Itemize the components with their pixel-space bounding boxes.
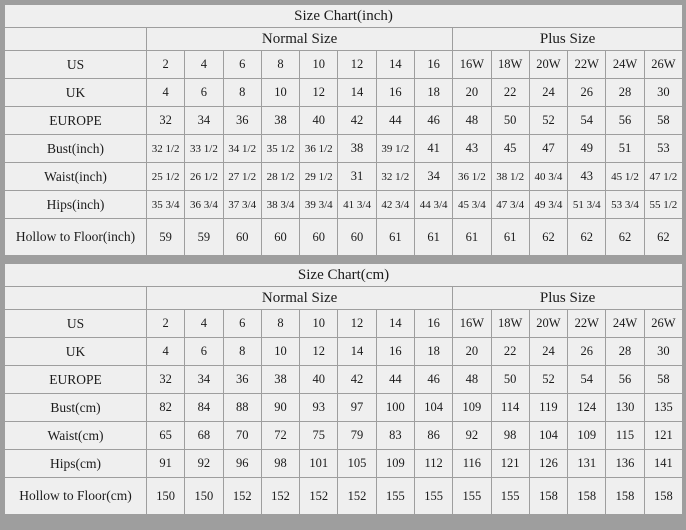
table-cell: 42 — [338, 107, 376, 135]
table-cell: 36 1/2 — [453, 163, 491, 191]
table-cell: 62 — [568, 219, 606, 256]
table-row — [5, 191, 683, 219]
table-cell: 136 — [606, 450, 644, 478]
table-cell: 152 — [338, 478, 376, 515]
table-cell: 4 — [147, 79, 185, 107]
table-cell: 32 — [147, 366, 185, 394]
table-cell: 152 — [223, 478, 261, 515]
row-label: Waist(inch) — [5, 163, 147, 191]
table-cell: 32 1/2 — [376, 163, 414, 191]
row-label: US — [5, 310, 147, 338]
size-chart-table — [4, 263, 683, 515]
table-cell: 47 1/2 — [644, 163, 682, 191]
table-cell: 114 — [491, 394, 529, 422]
table-cell: 22 — [491, 338, 529, 366]
table-cell: 25 1/2 — [147, 163, 185, 191]
table-cell: 16W — [453, 310, 491, 338]
table-row — [5, 219, 683, 256]
table-cell: 35 1/2 — [261, 135, 299, 163]
table-cell: 121 — [491, 450, 529, 478]
table-cell: 16 — [376, 338, 414, 366]
table-cell: 14 — [338, 79, 376, 107]
table-cell: 150 — [185, 478, 223, 515]
table-cell: 155 — [453, 478, 491, 515]
row-label: US — [5, 51, 147, 79]
table-cell: 45 — [491, 135, 529, 163]
table-cell: 31 — [338, 163, 376, 191]
table-cell: 79 — [338, 422, 376, 450]
table-cell: 32 — [147, 107, 185, 135]
table-row — [5, 310, 683, 338]
table-cell: 36 — [223, 107, 261, 135]
table-cell: 12 — [338, 310, 376, 338]
table-cell: 56 — [606, 107, 644, 135]
row-label: Hollow to Floor(cm) — [5, 478, 147, 515]
table-cell: 2 — [147, 51, 185, 79]
table-cell: 20W — [529, 51, 567, 79]
table-cell: 121 — [644, 422, 682, 450]
table-cell: 130 — [606, 394, 644, 422]
table-cell: 34 1/2 — [223, 135, 261, 163]
table-cell: 26 1/2 — [185, 163, 223, 191]
table-cell: 44 — [376, 366, 414, 394]
table-row — [5, 163, 683, 191]
row-label: UK — [5, 338, 147, 366]
table-cell: 96 — [223, 450, 261, 478]
table-cell: 150 — [147, 478, 185, 515]
table-cell: 18 — [414, 338, 452, 366]
table-cell: 155 — [376, 478, 414, 515]
table-cell: 12 — [338, 51, 376, 79]
table-cell: 35 3/4 — [147, 191, 185, 219]
table-cell: 48 — [453, 366, 491, 394]
size-chart-inch-container — [4, 4, 682, 256]
table-row — [5, 478, 683, 515]
table-cell: 49 — [568, 135, 606, 163]
table-cell: 60 — [261, 219, 299, 256]
table-cell: 40 — [300, 107, 338, 135]
table-cell: 8 — [261, 310, 299, 338]
table-cell: 41 — [414, 135, 452, 163]
table-row — [5, 135, 683, 163]
row-label: Hips(cm) — [5, 450, 147, 478]
table-cell: 26 — [568, 338, 606, 366]
table-row — [5, 338, 683, 366]
table-cell: 30 — [644, 79, 682, 107]
table-cell: 42 — [338, 366, 376, 394]
table-cell: 34 — [414, 163, 452, 191]
table-cell: 44 3/4 — [414, 191, 452, 219]
table-cell: 4 — [185, 310, 223, 338]
table-cell: 33 1/2 — [185, 135, 223, 163]
table-cell: 4 — [185, 51, 223, 79]
table-row — [5, 366, 683, 394]
table-cell: 45 1/2 — [606, 163, 644, 191]
table-row — [5, 51, 683, 79]
table-cell: 68 — [185, 422, 223, 450]
table-cell: 44 — [376, 107, 414, 135]
table-cell: 61 — [453, 219, 491, 256]
table-cell: 40 3/4 — [529, 163, 567, 191]
table-cell: 104 — [529, 422, 567, 450]
table-cell: 36 — [223, 366, 261, 394]
table-cell: 28 — [606, 338, 644, 366]
table-cell: 29 1/2 — [300, 163, 338, 191]
table-cell: 47 3/4 — [491, 191, 529, 219]
table-cell: 28 1/2 — [261, 163, 299, 191]
row-label: Bust(inch) — [5, 135, 147, 163]
table-cell: 97 — [338, 394, 376, 422]
table-cell: 119 — [529, 394, 567, 422]
table-cell: 155 — [414, 478, 452, 515]
table-cell: 49 3/4 — [529, 191, 567, 219]
table-cell: 101 — [300, 450, 338, 478]
table-cell: 56 — [606, 366, 644, 394]
table-cell: 46 — [414, 107, 452, 135]
table-cell: 12 — [300, 79, 338, 107]
table-cell: 65 — [147, 422, 185, 450]
table-cell: 61 — [491, 219, 529, 256]
table-cell: 26W — [644, 51, 682, 79]
table-cell: 10 — [300, 51, 338, 79]
table-cell: 34 — [185, 366, 223, 394]
table-cell: 20 — [453, 338, 491, 366]
table-cell: 27 1/2 — [223, 163, 261, 191]
row-label: Hollow to Floor(inch) — [5, 219, 147, 256]
table-cell: 8 — [261, 51, 299, 79]
table-cell: 109 — [376, 450, 414, 478]
table-cell: 26 — [568, 79, 606, 107]
table-cell: 28 — [606, 79, 644, 107]
table-cell: 72 — [261, 422, 299, 450]
table-row — [5, 422, 683, 450]
table-cell: 84 — [185, 394, 223, 422]
table-cell: 158 — [529, 478, 567, 515]
table-cell: 39 3/4 — [300, 191, 338, 219]
table-cell: 55 1/2 — [644, 191, 682, 219]
table-cell: 8 — [223, 338, 261, 366]
table-cell: 158 — [644, 478, 682, 515]
table-cell: 116 — [453, 450, 491, 478]
table-cell: 42 3/4 — [376, 191, 414, 219]
table-cell: 36 1/2 — [300, 135, 338, 163]
table-cell: 91 — [147, 450, 185, 478]
table-cell: 158 — [606, 478, 644, 515]
table-cell: 40 — [300, 366, 338, 394]
chart-title: Size Chart(inch) — [5, 5, 683, 28]
table-cell: 22 — [491, 79, 529, 107]
table-cell: 104 — [414, 394, 452, 422]
table-cell: 141 — [644, 450, 682, 478]
table-cell: 98 — [261, 450, 299, 478]
size-chart-table — [4, 4, 683, 256]
table-cell: 112 — [414, 450, 452, 478]
table-cell: 20W — [529, 310, 567, 338]
row-label: Waist(cm) — [5, 422, 147, 450]
table-cell: 34 — [185, 107, 223, 135]
table-cell: 36 3/4 — [185, 191, 223, 219]
table-cell: 41 3/4 — [338, 191, 376, 219]
table-cell: 60 — [338, 219, 376, 256]
table-cell: 82 — [147, 394, 185, 422]
table-cell: 10 — [300, 310, 338, 338]
table-cell: 158 — [568, 478, 606, 515]
table-cell: 14 — [376, 310, 414, 338]
table-cell: 152 — [261, 478, 299, 515]
table-cell: 98 — [491, 422, 529, 450]
table-cell: 8 — [223, 79, 261, 107]
table-cell: 48 — [453, 107, 491, 135]
table-cell: 92 — [185, 450, 223, 478]
table-cell: 14 — [338, 338, 376, 366]
table-cell: 62 — [606, 219, 644, 256]
table-cell: 86 — [414, 422, 452, 450]
table-cell: 51 3/4 — [568, 191, 606, 219]
table-cell: 45 3/4 — [453, 191, 491, 219]
chart-title: Size Chart(cm) — [5, 264, 683, 287]
table-cell: 135 — [644, 394, 682, 422]
group-header-plus: Plus Size — [453, 28, 683, 51]
table-row — [5, 450, 683, 478]
table-cell: 16 — [414, 310, 452, 338]
table-cell: 10 — [261, 79, 299, 107]
table-cell: 32 1/2 — [147, 135, 185, 163]
table-cell: 10 — [261, 338, 299, 366]
table-cell: 92 — [453, 422, 491, 450]
table-cell: 24 — [529, 79, 567, 107]
table-cell: 52 — [529, 366, 567, 394]
table-cell: 2 — [147, 310, 185, 338]
table-cell: 39 1/2 — [376, 135, 414, 163]
table-cell: 53 3/4 — [606, 191, 644, 219]
table-cell: 16 — [414, 51, 452, 79]
group-header-normal: Normal Size — [147, 28, 453, 51]
table-cell: 18W — [491, 310, 529, 338]
table-cell: 90 — [261, 394, 299, 422]
corner-cell — [5, 28, 147, 51]
table-cell: 75 — [300, 422, 338, 450]
table-cell: 38 — [261, 107, 299, 135]
table-cell: 58 — [644, 366, 682, 394]
table-cell: 37 3/4 — [223, 191, 261, 219]
table-cell: 61 — [414, 219, 452, 256]
table-cell: 155 — [491, 478, 529, 515]
table-cell: 43 — [568, 163, 606, 191]
table-cell: 16W — [453, 51, 491, 79]
table-cell: 115 — [606, 422, 644, 450]
table-cell: 59 — [185, 219, 223, 256]
table-cell: 58 — [644, 107, 682, 135]
row-label: Bust(cm) — [5, 394, 147, 422]
corner-cell — [5, 287, 147, 310]
table-cell: 14 — [376, 51, 414, 79]
table-cell: 59 — [147, 219, 185, 256]
table-cell: 43 — [453, 135, 491, 163]
table-cell: 51 — [606, 135, 644, 163]
table-cell: 26W — [644, 310, 682, 338]
table-cell: 22W — [568, 310, 606, 338]
table-cell: 50 — [491, 366, 529, 394]
table-cell: 6 — [223, 310, 261, 338]
table-cell: 12 — [300, 338, 338, 366]
table-cell: 4 — [147, 338, 185, 366]
table-cell: 61 — [376, 219, 414, 256]
table-cell: 83 — [376, 422, 414, 450]
table-cell: 22W — [568, 51, 606, 79]
table-cell: 60 — [300, 219, 338, 256]
table-cell: 38 — [261, 366, 299, 394]
table-cell: 6 — [185, 79, 223, 107]
table-cell: 30 — [644, 338, 682, 366]
table-row — [5, 394, 683, 422]
table-cell: 18 — [414, 79, 452, 107]
table-cell: 54 — [568, 366, 606, 394]
table-cell: 62 — [644, 219, 682, 256]
table-cell: 93 — [300, 394, 338, 422]
table-cell: 152 — [300, 478, 338, 515]
table-cell: 24W — [606, 51, 644, 79]
table-cell: 70 — [223, 422, 261, 450]
table-row — [5, 107, 683, 135]
table-cell: 54 — [568, 107, 606, 135]
table-cell: 38 — [338, 135, 376, 163]
size-chart-cm-container — [4, 263, 682, 515]
table-cell: 18W — [491, 51, 529, 79]
row-label: UK — [5, 79, 147, 107]
row-label: EUROPE — [5, 366, 147, 394]
table-cell: 88 — [223, 394, 261, 422]
table-cell: 20 — [453, 79, 491, 107]
table-row — [5, 79, 683, 107]
table-cell: 60 — [223, 219, 261, 256]
table-cell: 124 — [568, 394, 606, 422]
group-header-normal: Normal Size — [147, 287, 453, 310]
table-cell: 38 3/4 — [261, 191, 299, 219]
table-cell: 109 — [453, 394, 491, 422]
table-cell: 6 — [185, 338, 223, 366]
table-cell: 131 — [568, 450, 606, 478]
table-cell: 50 — [491, 107, 529, 135]
table-cell: 52 — [529, 107, 567, 135]
table-cell: 24 — [529, 338, 567, 366]
row-label: EUROPE — [5, 107, 147, 135]
group-header-plus: Plus Size — [453, 287, 683, 310]
table-cell: 100 — [376, 394, 414, 422]
table-cell: 46 — [414, 366, 452, 394]
table-cell: 53 — [644, 135, 682, 163]
table-cell: 109 — [568, 422, 606, 450]
table-cell: 126 — [529, 450, 567, 478]
table-cell: 47 — [529, 135, 567, 163]
table-cell: 16 — [376, 79, 414, 107]
table-cell: 105 — [338, 450, 376, 478]
table-cell: 6 — [223, 51, 261, 79]
table-cell: 62 — [529, 219, 567, 256]
table-cell: 38 1/2 — [491, 163, 529, 191]
table-cell: 24W — [606, 310, 644, 338]
row-label: Hips(inch) — [5, 191, 147, 219]
